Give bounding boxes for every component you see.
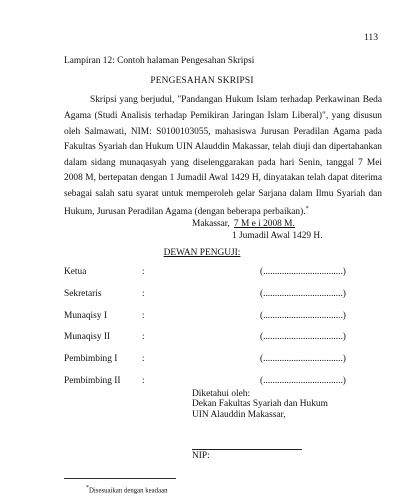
paragraph-line: dalam sidang munaqasyah yang diselenggarakan pada hari Senin, tanggal 7 Mei [64, 157, 382, 168]
footnote-marker: * [86, 485, 89, 492]
examiner-role: Munaqisy I [64, 310, 107, 321]
document-title: PENGESAHAN SKRIPSI [150, 75, 254, 86]
signature-slot: (..................................) [260, 332, 346, 343]
examiner-row [64, 311, 384, 333]
sign-place-date [192, 219, 295, 229]
attachment-caption: Lampiran 12: Contoh halaman Pengesahan Skripsi [64, 56, 255, 66]
examiner-role: Ketua [64, 266, 87, 277]
paragraph-last-text: Hukum, Jurusan Peradilan Agama (dengan beberapa perbaikan). [64, 207, 306, 218]
examiner-colon: : [142, 332, 145, 343]
examiner-colon: : [142, 354, 145, 365]
paragraph-line: Fakultas Syariah dan Hukum UIN Alauddin Makassar, telah diuji dan dipertahankan [64, 142, 382, 153]
signature-slot: (..................................) [260, 354, 346, 365]
examiner-colon: : [142, 310, 145, 321]
examiner-colon: : [142, 266, 145, 277]
paragraph-line: Agama (Studi Analisis terhadap Pemikiran Jaringan Islam Liberal)", yang disusun [64, 110, 382, 121]
sign-place: Makassar, [192, 219, 230, 230]
dean-title: Dekan Fakultas Syariah dan Hukum [192, 399, 328, 410]
examiner-row [64, 332, 384, 354]
examiner-role: Pembimbing II [64, 375, 121, 386]
paragraph-line: sebagai salah satu syarat untuk memperoleh gelar Sarjana dalam Ilmu Syariah dan [64, 188, 382, 199]
footnote-divider [64, 478, 176, 479]
examiner-colon: : [142, 375, 145, 386]
examiner-row [64, 267, 384, 289]
examiner-role: Sekretaris [64, 288, 102, 299]
examiner-row [64, 354, 384, 376]
university-name: UIN Alauddin Makassar, [192, 409, 286, 420]
footnote [86, 485, 168, 494]
paragraph-line: oleh Salmawati, NIM: S0100103055, mahasiswa Jurusan Peradilan Agama pada [64, 126, 382, 137]
examiner-colon: : [142, 288, 145, 299]
examiner-row [64, 289, 384, 311]
examiner-role: Pembimbing I [64, 354, 118, 365]
signature-slot: (..................................) [260, 310, 346, 321]
approval-paragraph [64, 93, 382, 221]
dean-signature-line [192, 449, 302, 450]
signature-slot: (..................................) [260, 266, 346, 277]
paragraph-line: Skripsi yang berjudul, "Pandangan Hukum Islam terhadap Perkawinan Beda [90, 95, 382, 106]
known-by-label: Diketahui oleh: [192, 389, 251, 400]
nip-label: NIP: [192, 450, 210, 461]
footnote-marker: * [305, 206, 309, 213]
signature-slot: (..................................) [260, 288, 346, 299]
signature-slot: (..................................) [260, 375, 346, 386]
hijri-date: 1 Jumadil Awal 1429 H. [232, 230, 323, 241]
sign-date: 7 M e i 2008 M. [233, 219, 295, 230]
paragraph-line: 2008 M, bertepatan dengan 1 Jumadil Awal 1429 H, dinyatakan telah dapat diterima [64, 173, 382, 184]
footnote-text: Disesuaikan dengan keadaan [89, 487, 168, 495]
examiner-list [64, 267, 384, 398]
council-title: DEWAN PENGUJI: [163, 248, 241, 259]
page-number: 113 [363, 31, 378, 43]
examiner-role: Munaqisy II [64, 332, 111, 343]
